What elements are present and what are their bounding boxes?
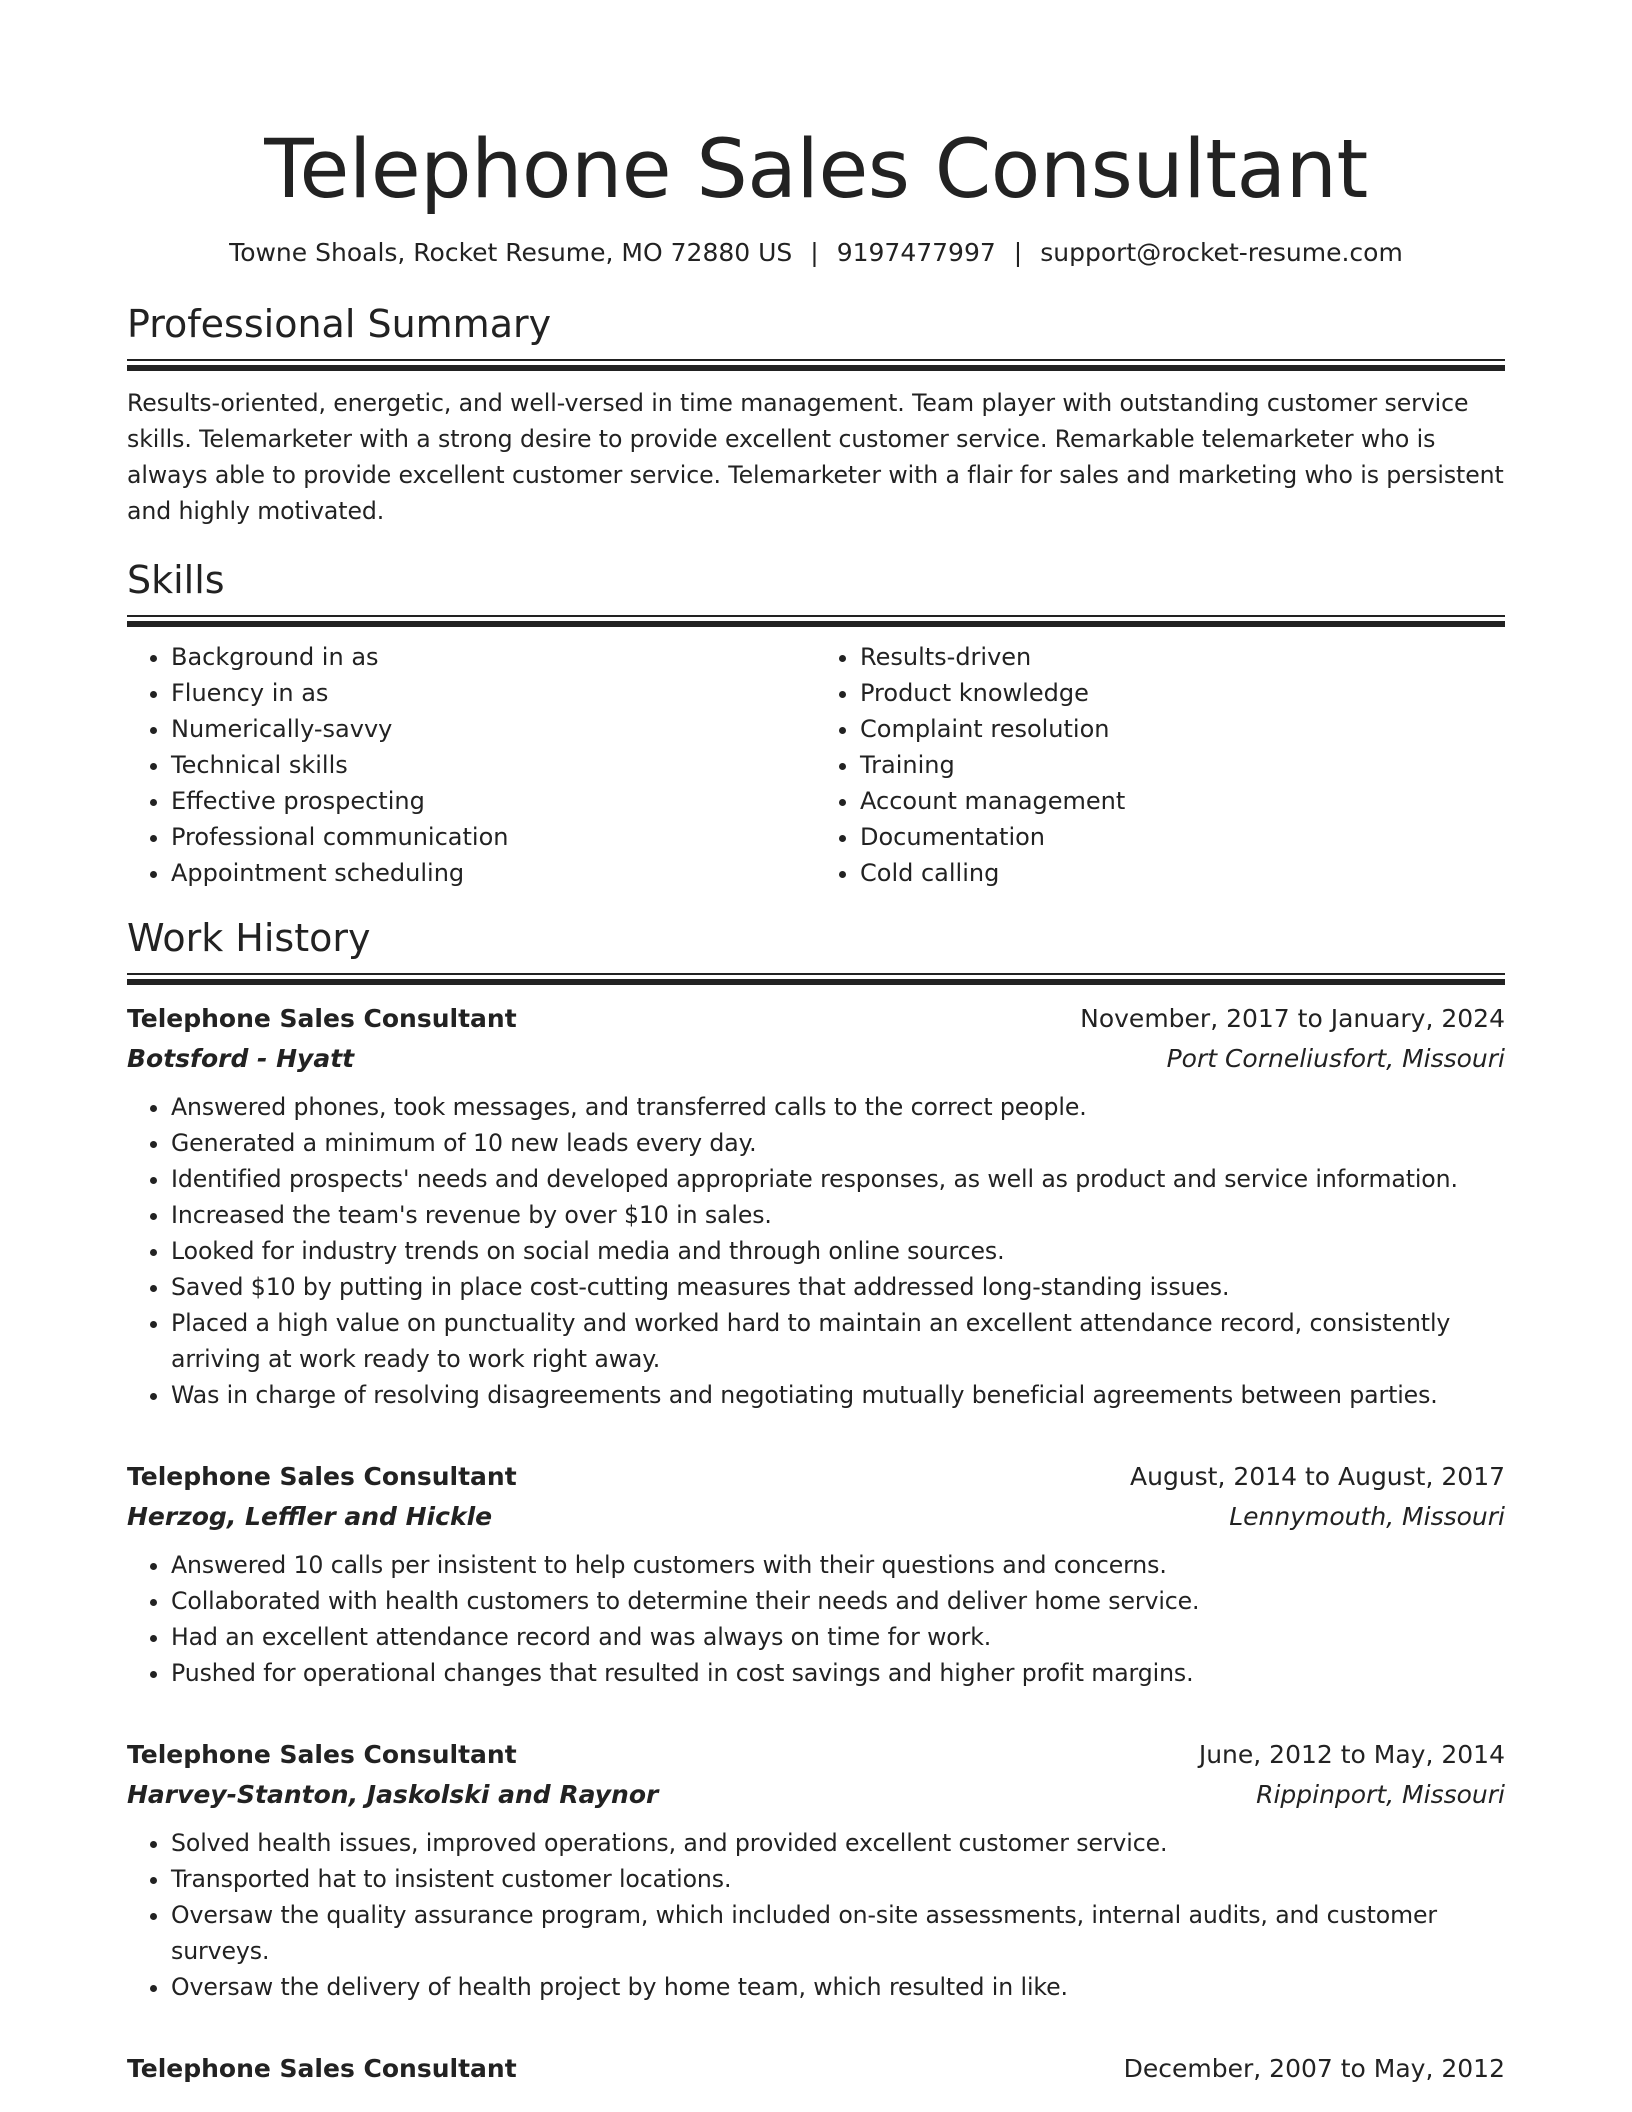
skill-item: • Documentation: [860, 819, 1505, 855]
skill-item: • Complaint resolution: [860, 711, 1505, 747]
section-title-work-history: Work History: [127, 916, 371, 960]
contact-email: support@rocket-resume.com: [1040, 238, 1403, 267]
job-header-row: [127, 2049, 1505, 2089]
skills-column-right: [816, 639, 1505, 891]
summary-text: Results-oriented, energetic, and well-versed in time management. Team player with outstanding customer service skills. Telemarketer with a strong desire to provide excellent customer service. Remarkable telemarketer who is always able to provide excellent customer service. Telemarketer with a flair for sales and marketing who is persistent and highly motivated.: [127, 389, 1504, 525]
job-company: Botsford - Hyatt: [127, 1044, 355, 1073]
job-company: Harvey-Stanton, Jaskolski and Raynor: [127, 1780, 659, 1809]
job-bullets: [127, 1825, 1505, 2005]
job-subheader-row: [127, 1039, 1505, 1079]
job-bullet: • Placed a high value on punctuality and worked hard to maintain an excellent attendance record, consistently arriving at work ready to work right away.: [171, 1305, 1505, 1377]
job-bullet: • Answered 10 calls per insistent to help customers with their questions and concerns.: [171, 1547, 1505, 1583]
skill-item: • Effective prospecting: [171, 783, 816, 819]
section-title-skills: Skills: [127, 558, 225, 602]
job-entry: [127, 1735, 1505, 2005]
job-entry: [127, 1457, 1505, 1691]
job-bullet: • Was in charge of resolving disagreements and negotiating mutually beneficial agreements between parties.: [171, 1377, 1505, 1413]
job-bullet: • Looked for industry trends on social media and through online sources.: [171, 1233, 1505, 1269]
job-bullet: • Identified prospects' needs and developed appropriate responses, as well as product and service information.: [171, 1161, 1505, 1197]
skill-item: • Fluency in as: [171, 675, 816, 711]
job-bullet: • Answered phones, took messages, and transferred calls to the correct people.: [171, 1089, 1505, 1125]
job-title: Telephone Sales Consultant: [127, 1462, 517, 1491]
job-company: Herzog, Leffler and Hickle: [127, 1502, 493, 1531]
skill-item: • Product knowledge: [860, 675, 1505, 711]
job-bullet: • Increased the team's revenue by over $10 in sales.: [171, 1197, 1505, 1233]
job-dates: December, 2007 to May, 2012: [1123, 2054, 1505, 2083]
contact-line: [127, 236, 1505, 270]
skill-item: • Professional communication: [171, 819, 816, 855]
skills-column-left: [127, 639, 816, 891]
job-location: Port Corneliusfort, Missouri: [1166, 1044, 1505, 1073]
job-bullet: • Generated a minimum of 10 new leads every day.: [171, 1125, 1505, 1161]
skill-item: • Account management: [860, 783, 1505, 819]
job-header-row: [127, 1457, 1505, 1497]
job-location: Rippinport, Missouri: [1256, 1780, 1505, 1809]
job-bullet: • Transported hat to insistent customer locations.: [171, 1861, 1505, 1897]
job-bullets: [127, 1089, 1505, 1413]
contact-address: Towne Shoals, Rocket Resume, MO 72880 US: [229, 238, 793, 267]
job-entry: [127, 2049, 1505, 2089]
job-entry: [127, 999, 1505, 1413]
job-bullet: • Collaborated with health customers to determine their needs and deliver home service.: [171, 1583, 1505, 1619]
job-title: Telephone Sales Consultant: [127, 1740, 517, 1769]
section-divider: [127, 615, 1505, 627]
job-title: Telephone Sales Consultant: [127, 1004, 517, 1033]
skill-item: • Cold calling: [860, 855, 1505, 891]
job-bullet: • Oversaw the quality assurance program, which included on-site assessments, internal audits, and customer surveys.: [171, 1897, 1505, 1969]
contact-separator: |: [810, 238, 819, 267]
contact-separator: |: [1013, 238, 1023, 267]
job-dates: June, 2012 to May, 2014: [1198, 1740, 1505, 1769]
skills-list: [127, 639, 1505, 891]
section-divider: [127, 359, 1505, 371]
section-title-summary: Professional Summary: [127, 302, 552, 346]
skill-item: • Training: [860, 747, 1505, 783]
job-bullet: • Oversaw the delivery of health project by home team, which resulted in like.: [171, 1969, 1505, 2005]
job-subheader-row: [127, 1775, 1505, 1815]
job-location: Lennymouth, Missouri: [1229, 1502, 1505, 1531]
job-bullet: • Saved $10 by putting in place cost-cutting measures that addressed long-standing issues.: [171, 1269, 1505, 1305]
job-header-row: [127, 1735, 1505, 1775]
job-header-row: [127, 999, 1505, 1039]
resume-name: Telephone Sales Consultant: [264, 123, 1368, 217]
job-title: Telephone Sales Consultant: [127, 2054, 517, 2083]
skill-item: • Appointment scheduling: [171, 855, 816, 891]
job-bullet: • Solved health issues, improved operations, and provided excellent customer service.: [171, 1825, 1505, 1861]
skill-item: • Results-driven: [860, 639, 1505, 675]
contact-phone: 9197477997: [836, 238, 996, 267]
job-dates: August, 2014 to August, 2017: [1130, 1462, 1505, 1491]
skill-item: • Technical skills: [171, 747, 816, 783]
section-divider: [127, 973, 1505, 985]
job-subheader-row: [127, 1497, 1505, 1537]
job-bullet: • Had an excellent attendance record and was always on time for work.: [171, 1619, 1505, 1655]
skill-item: • Background in as: [171, 639, 816, 675]
job-bullet: • Pushed for operational changes that resulted in cost savings and higher profit margins.: [171, 1655, 1505, 1691]
job-dates: November, 2017 to January, 2024: [1080, 1004, 1505, 1033]
skill-item: • Numerically-savvy: [171, 711, 816, 747]
job-bullets: [127, 1547, 1505, 1691]
